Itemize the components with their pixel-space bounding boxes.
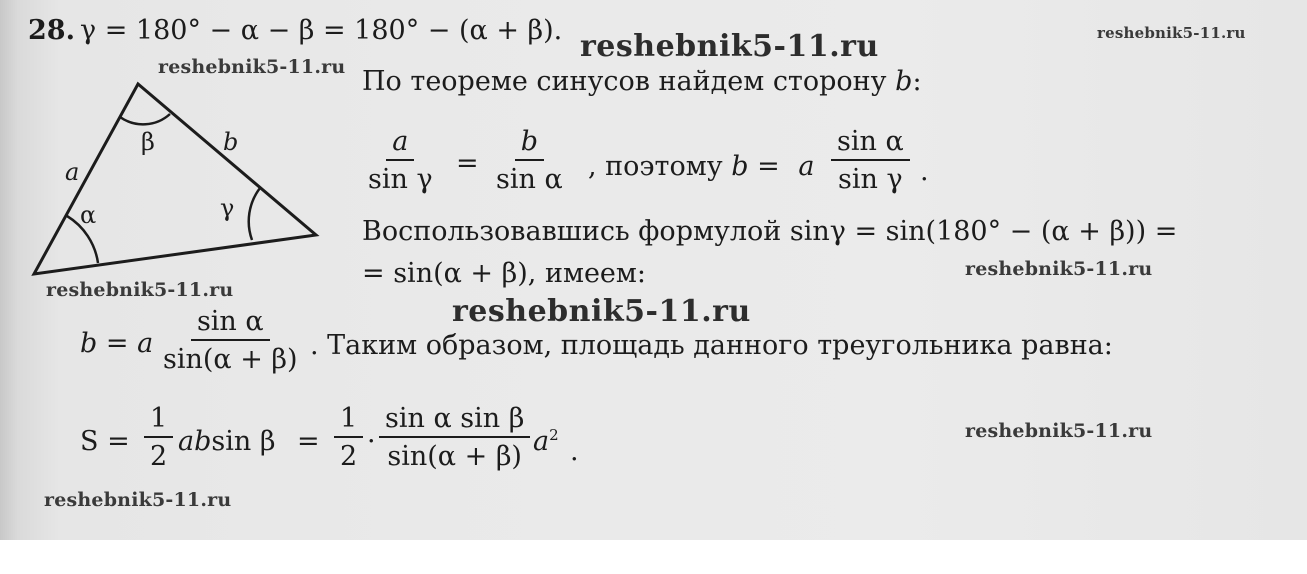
- text-line-theorem: [362, 68, 922, 95]
- triangle-figure: [20, 70, 330, 290]
- therefore-equals: =: [757, 151, 780, 182]
- ab-vars: ab: [178, 426, 212, 457]
- ab-sin-beta: [178, 428, 275, 455]
- watermark-top-center: reshebnik5-11.ru: [580, 29, 879, 64]
- therefore-var-b: b: [731, 151, 749, 182]
- fraction-one-half-2: [334, 405, 363, 470]
- fraction-end-dot: .: [920, 156, 929, 187]
- fraction-b-sin-alpha: [490, 128, 569, 193]
- fraction-numerator: b: [515, 128, 544, 161]
- watermark-right-1: reshebnik5-11.ru: [965, 258, 1153, 280]
- fraction-denominator: sin(α + β): [163, 344, 298, 375]
- a-exponent: 2: [549, 426, 559, 444]
- fraction-numerator: sin α: [831, 128, 910, 161]
- fraction-sin-alpha-sin-gamma: [831, 128, 910, 193]
- theorem-text: По теореме синусов найдем сторону: [362, 66, 887, 97]
- text-line-area: . Таким образом, площадь данного треугольника равна:: [310, 330, 1113, 361]
- angle-arc-beta: [120, 114, 170, 124]
- equals-sign-2: =: [297, 426, 320, 457]
- label-a: a: [65, 158, 80, 186]
- multiply-dot: ·: [367, 426, 376, 457]
- theorem-colon: :: [912, 66, 922, 97]
- therefore-label: , поэтому: [588, 151, 723, 182]
- fraction-denominator: sin γ: [368, 164, 433, 195]
- problem-number: 28.: [28, 15, 75, 46]
- fraction-numerator: 1: [334, 405, 363, 438]
- theorem-var-b: b: [895, 66, 913, 97]
- fraction-numerator: 1: [144, 405, 173, 438]
- fraction-denominator: sin α: [496, 164, 563, 195]
- label-gamma: γ: [220, 194, 235, 222]
- a-squared: [533, 428, 559, 455]
- label-b: b: [223, 128, 239, 156]
- fraction-a-sin-gamma: [362, 128, 439, 193]
- fraction-denominator: sin(α + β): [387, 441, 522, 472]
- text-line-formula: Воспользовавшись формулой sinγ = sin(180° − (α + β)) =: [362, 216, 1178, 247]
- fraction-numerator: a: [386, 128, 414, 161]
- fraction-denominator: 2: [150, 441, 168, 472]
- a-var: a: [533, 426, 550, 457]
- label-alpha: α: [80, 201, 97, 229]
- fraction-numerator: sin α sin β: [379, 405, 530, 438]
- watermark-center: reshebnik5-11.ru: [452, 294, 751, 329]
- fraction-sin-alpha-sin-sum: [157, 308, 304, 373]
- final-dot: .: [570, 436, 579, 467]
- fraction-numerator: sin α: [191, 308, 270, 341]
- b-equals-a: b = a: [80, 328, 154, 359]
- angle-arc-gamma: [249, 188, 260, 240]
- fraction-sin-product: [379, 405, 530, 470]
- watermark-left-2: reshebnik5-11.ru: [44, 489, 232, 511]
- watermark-figure-top: reshebnik5-11.ru: [158, 56, 346, 78]
- therefore-var-a: a: [798, 151, 815, 182]
- fraction-denominator: sin γ: [838, 164, 903, 195]
- s-equals: S =: [80, 426, 130, 457]
- therefore-text: [588, 153, 814, 180]
- sin-beta: sin β: [211, 426, 276, 457]
- watermark-right-2: reshebnik5-11.ru: [965, 420, 1153, 442]
- text-line-have: = sin(α + β), имеем:: [362, 258, 647, 289]
- header-formula: γ = 180° − α − β = 180° − (α + β).: [80, 15, 563, 46]
- fraction-one-half: [144, 405, 173, 470]
- watermark-top-right: reshebnik5-11.ru: [1097, 24, 1246, 42]
- label-beta: β: [141, 128, 155, 156]
- watermark-left-1: reshebnik5-11.ru: [46, 279, 234, 301]
- fraction-denominator: 2: [340, 441, 358, 472]
- equals-sign: =: [456, 148, 479, 179]
